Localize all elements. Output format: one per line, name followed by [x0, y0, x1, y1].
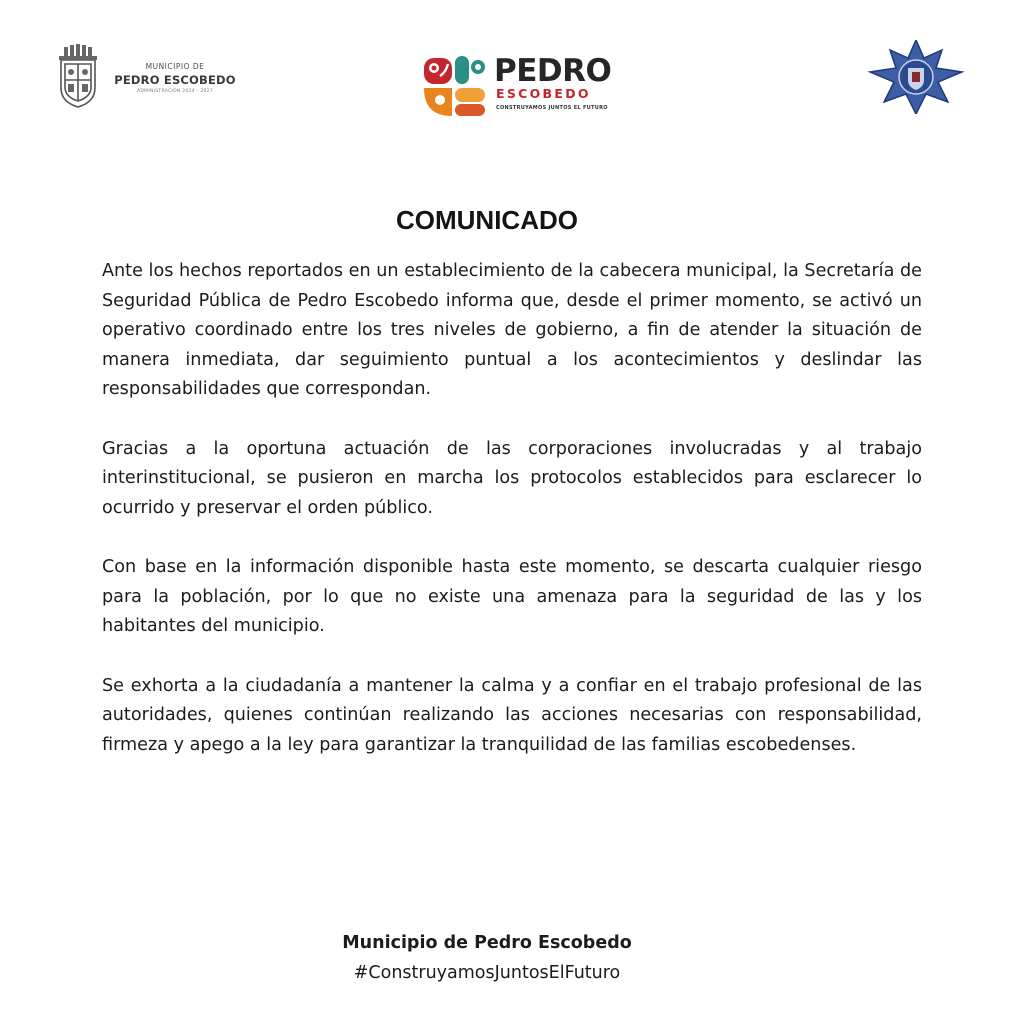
footer	[0, 928, 974, 988]
brand-subword: ESCOBEDO	[496, 86, 591, 101]
administracion-label: ADMINISTRACIÓN 2024 - 2027	[137, 89, 213, 94]
footer-org-name: Municipio de Pedro Escobedo	[342, 933, 632, 953]
municipio-logo	[55, 44, 255, 114]
municipio-name: PEDRO ESCOBEDO	[114, 73, 236, 87]
paragraph-1: Ante los hechos reportados en un establecimiento de la cabecera municipal, la Secretaría de Seguridad Pública de Pedro Escobedo informa que, desde el primer momento, se activó un operativo coordinado entre los tres niveles de gobierno, a fin de atender la situación de manera inmediata, dar seguimiento puntual a los acontecimientos y deslindar las responsabilidades que correspondan.	[102, 261, 922, 399]
header	[0, 0, 1024, 150]
page-title: COMUNICADO	[396, 205, 578, 235]
statement-body	[102, 257, 922, 790]
brand-word: PEDRO	[494, 53, 612, 89]
paragraph-3: Con base en la información disponible hasta este momento, se descarta cualquier riesgo para la población, por lo que no existe una amenaza para la seguridad de las y los habitantes del municipio.	[102, 557, 922, 636]
brand-tagline: CONSTRUYAMOS JUNTOS EL FUTURO	[496, 105, 608, 111]
pedro-escobedo-blocks-icon	[422, 54, 488, 120]
footer-hashtag: #ConstruyamosJuntosElFuturo	[353, 963, 621, 983]
municipal-crest-icon	[55, 44, 101, 110]
police-star-badge-icon	[866, 40, 966, 114]
paragraph-4: Se exhorta a la ciudadanía a mantener la calma y a confiar en el trabajo profesional de las autoridades, quienes continúan realizando las acciones necesarias con responsabilidad, firmeza y apego a la ley para garantizar la tranquilidad de las familias escobedenses.	[102, 675, 922, 755]
pedro-escobedo-logo	[422, 54, 632, 120]
municipio-label: MUNICIPIO DE	[145, 62, 205, 71]
paragraph-2: Gracias a la oportuna actuación de las corporaciones involucradas y al trabajo interinstitucional, se pusieron en marcha los protocolos establecidos para esclarecer lo ocurrido y preservar el orden público.	[102, 438, 922, 518]
